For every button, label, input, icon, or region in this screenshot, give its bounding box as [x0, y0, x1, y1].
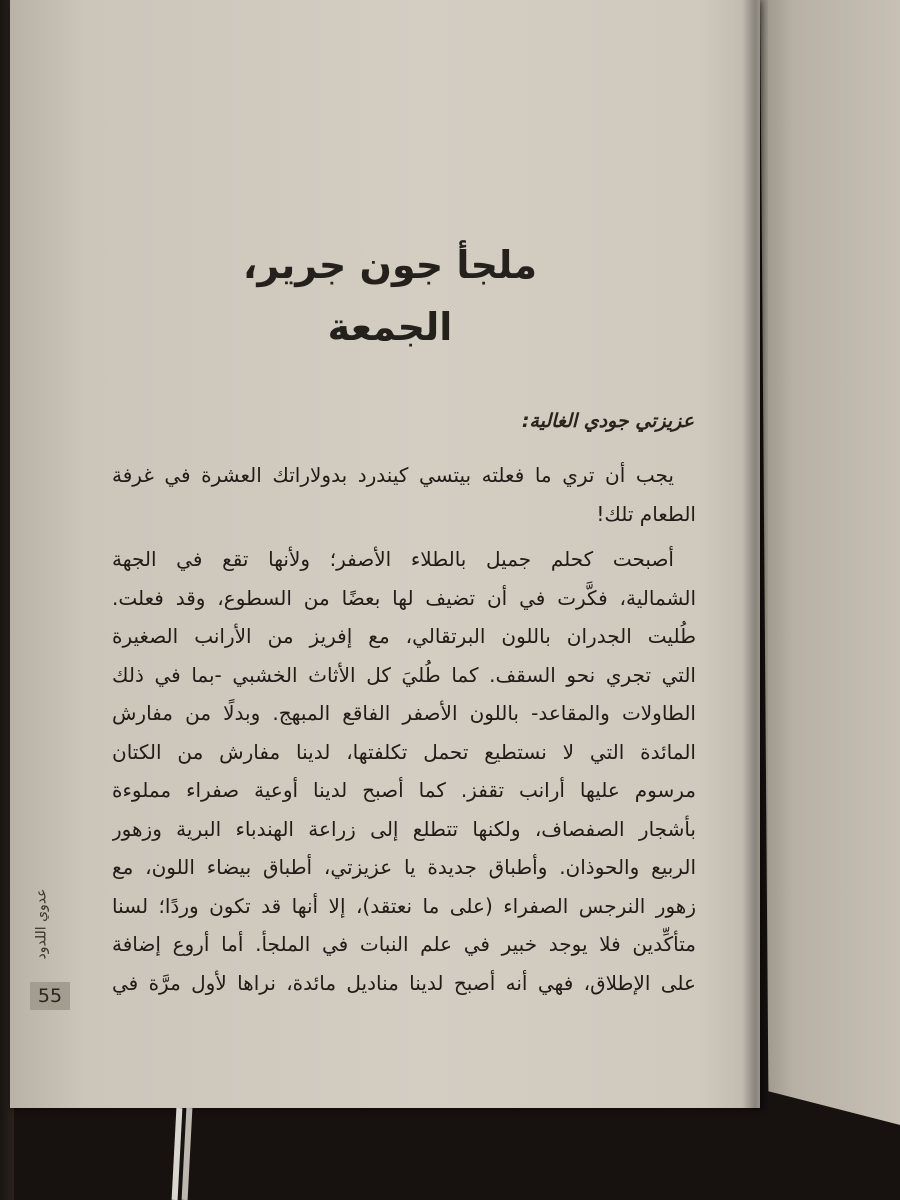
chapter-title: [240, 234, 540, 358]
text-line: بأشجار الصفصاف، ولكنها تتطلع إلى زراعة الهندباء البرية وزهور: [112, 816, 696, 841]
text-line: التي تجري نحو السقف. كما طُليَ كل الأثاث الخشبي -بما في ذلك: [112, 662, 696, 687]
chapter-title-line: ملجأ جون جرير،: [242, 243, 538, 287]
running-head-text: عدوي اللدود: [33, 888, 50, 960]
chapter-title-line: الجمعة: [327, 305, 453, 349]
text-line: طُليت الجدران باللون البرتقالي، مع إفريز من الأرانب الصغيرة: [112, 624, 696, 648]
text-line: على الإطلاق، فهي أنه أصبح لدينا مناديل مائدة، نراها لأول مرَّة في: [112, 970, 696, 995]
bookmark-ribbon: [172, 1108, 183, 1200]
bookmark-ribbon: [182, 1108, 193, 1200]
text-line: الربيع والحوذان. وأطباق جديدة يا عزيزتي، أطباق بيضاء اللون، مع: [112, 855, 696, 879]
text-line: الطعام تلك!: [596, 501, 696, 526]
text-line: زهور النرجس الصفراء (على ما نعتقد)، إلا أنها قد تكون وردًا؛ لسنا: [112, 893, 696, 918]
paragraph-2: [112, 540, 696, 1002]
text-line: متأكِّدين فلا يوجد خبير في علم النبات في الملجأ. أما أروع إضافة: [112, 932, 696, 956]
page-number: 55: [30, 982, 70, 1010]
facing-page: [760, 0, 900, 1125]
paragraph-1: [112, 456, 696, 533]
text-line: يجب أن تري ما فعلته بيتسي كيندرد بدولاراتك العشرة في غرفة: [112, 463, 674, 487]
text-line: المائدة التي لا نستطيع تحمل تكلفتها، لدينا مفارش من الكتان: [112, 739, 696, 764]
text-line: الشمالية، فكَّرت في أن تضيف لها بعضًا من السطوع، وقد فعلت.: [112, 585, 696, 610]
running-head: [28, 882, 54, 966]
text-line: أصبحت كحلم جميل بالطلاء الأصفر؛ ولأنها تقع في الجهة: [112, 547, 674, 571]
letter-salutation: عزيزتي جودي الغالية:: [521, 410, 694, 432]
page-fold-shadow: [742, 0, 768, 1110]
text-line: الطاولات والمقاعد- باللون الأصفر الفاقع المبهج. وبدلًا من مفارش: [112, 701, 696, 725]
text-line: مرسوم عليها أرانب تقفز. كما أصبح لدينا أوعية صفراء مملوءة: [112, 778, 696, 802]
